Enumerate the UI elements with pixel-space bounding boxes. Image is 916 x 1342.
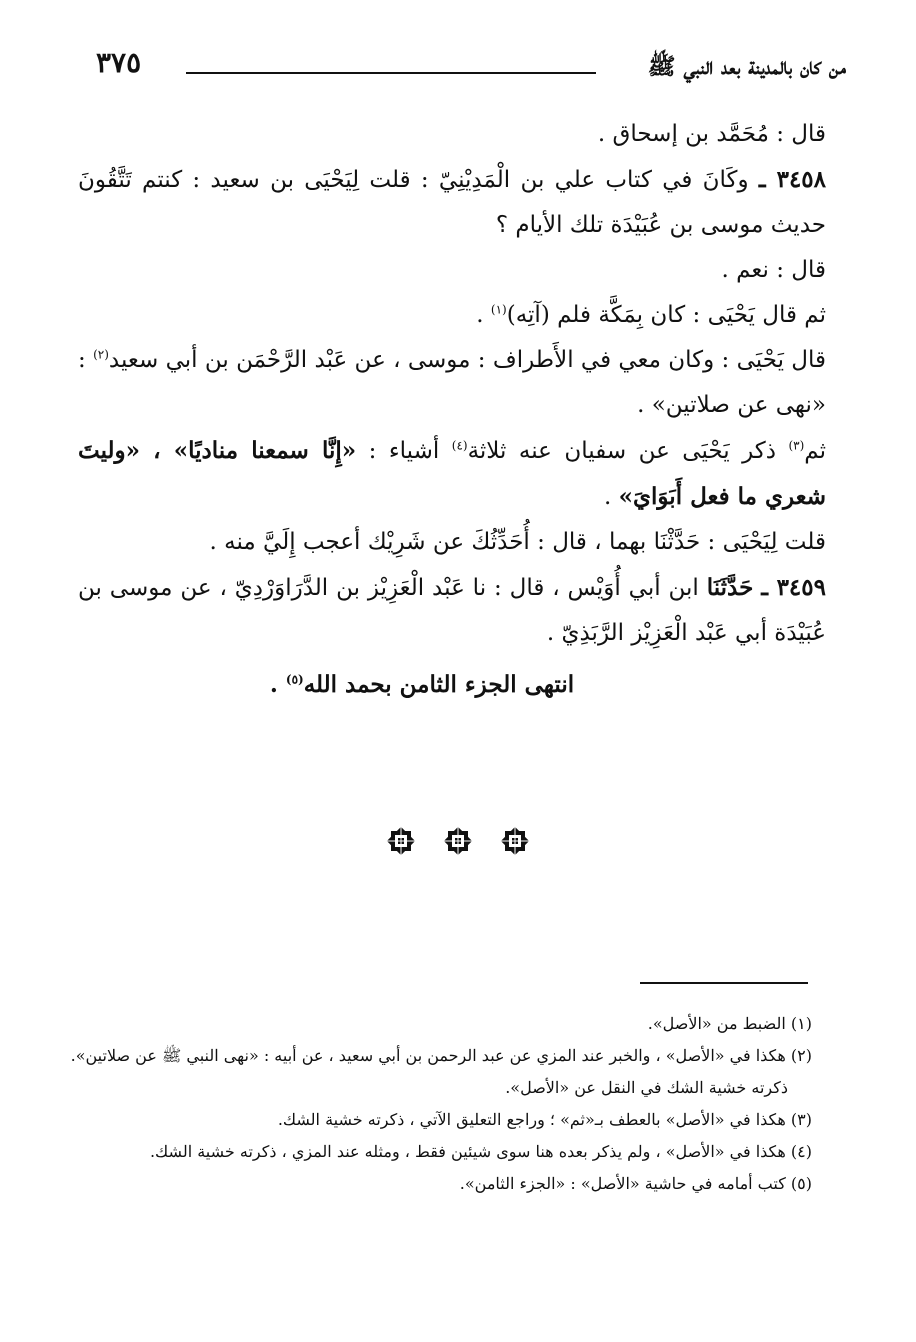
text-span: انتهى الجزء الثامن بحمد الله	[303, 671, 575, 698]
ornament-icon	[498, 824, 532, 858]
footnote-rule	[640, 982, 808, 984]
footnote-3: (٣) هكذا في «الأصل» بالعطف بـ«ثم» ؛ وراجع التعليق الآتي ، ذكرته خشية الشك.	[277, 1110, 812, 1129]
hadith-3458	[78, 157, 826, 248]
text-line: قلت لِيَحْيَى : حَدَّثْنَا بهما ، قال : أُحَدِّثُكَ عن شَرِيْك أعجب إِلَيَّ منه .	[209, 529, 826, 555]
footnote-ref[interactable]: (١)	[490, 302, 507, 317]
text-line	[78, 428, 826, 520]
page-header	[60, 46, 846, 90]
footnote-4: (٤) هكذا في «الأصل» ، ولم يذكر بعده هنا سوى شيئين فقط ، ومثله عند المزي ، ذكرته خشية الشك.	[149, 1142, 812, 1161]
footnote-ref[interactable]: (٤)	[451, 438, 468, 453]
text-span: .	[604, 484, 619, 510]
text-line: قال : مُحَمَّد بن إسحاق .	[597, 121, 826, 147]
ornament-icon	[441, 824, 475, 858]
text-line: قال : نعم .	[721, 257, 826, 283]
text-span: ذكر يَحْيَى عن سفيان عنه ثلاثة	[467, 438, 789, 464]
text-span: : «نهى عن صلاتين» .	[78, 347, 826, 418]
footnote-2-continued: ذكرته خشية الشك في النقل عن «الأصل».	[505, 1078, 788, 1097]
header-rule	[186, 72, 596, 74]
text-line	[78, 338, 826, 428]
text-span: .	[269, 671, 286, 698]
volume-end-line	[78, 662, 826, 707]
footnote-5: (٥) كتب أمامه في حاشية «الأصل» : «الجزء الثامن».	[459, 1174, 812, 1193]
ornament-row	[0, 824, 916, 862]
hadith-number: ٣٤٥٨ ـ	[758, 166, 827, 193]
running-title: من كان بالمدينة بعد النبي ﷺ	[647, 53, 846, 80]
text-span: ثم	[804, 438, 826, 464]
text-span: قال يَحْيَى : وكان معي في الأَطراف : موسى ، عن عَبْد الرَّحْمَن بن أبي سعيد	[108, 347, 826, 373]
haddathana-word: حَدَّثَنَا	[706, 574, 754, 601]
footnote-2: (٢) هكذا في «الأصل» ، والخبر عند المزي عن عبد الرحمن بن أبي سعيد ، عن أبيه : «نهى النبي ﷺ عن صلاتين».	[70, 1046, 812, 1065]
text-span: أشياء :	[356, 438, 452, 464]
hadith-3459	[78, 565, 826, 656]
footnote-ref[interactable]: (٣)	[788, 438, 805, 453]
main-text	[78, 112, 826, 707]
text-span: .	[476, 302, 491, 328]
hadith-number: ٣٤٥٩ ـ	[761, 574, 826, 601]
text-line	[78, 293, 826, 338]
footnote-ref[interactable]: (٥)	[285, 672, 304, 687]
text-span: ثم قال يَحْيَى : كان بِمَكَّة فلم (آتِه)	[506, 302, 826, 328]
ornament-icon	[384, 824, 418, 858]
footnotes	[70, 1008, 812, 1200]
quoted-hadith: «إِنَّا سمعنا مناديًا» ، «وليتَ شعري ما فعل أَبَوَايَ»	[78, 437, 826, 510]
footnote-ref[interactable]: (٢)	[93, 347, 109, 362]
page-number: ٣٧٥	[96, 46, 142, 79]
hadith-text: وكَانَ في كتاب علي بن الْمَدِيْنِيّ : قلت لِيَحْيَى بن سعيد : كنتم تَتَّقُونَ حديث موسى بن عُبَيْدَة تلك الأيام ؟	[78, 167, 826, 238]
hadith-text: ابن أبي أُوَيْس ، قال : نا عَبْد الْعَزِيْز بن الدَّرَاوَرْدِيّ ، عن موسى بن عُبَيْدَة أبي عَبْد الْعَزِيْز الرَّبَذِيّ .	[78, 575, 826, 646]
footnote-1: (١) الضبط من «الأصل».	[647, 1014, 812, 1033]
